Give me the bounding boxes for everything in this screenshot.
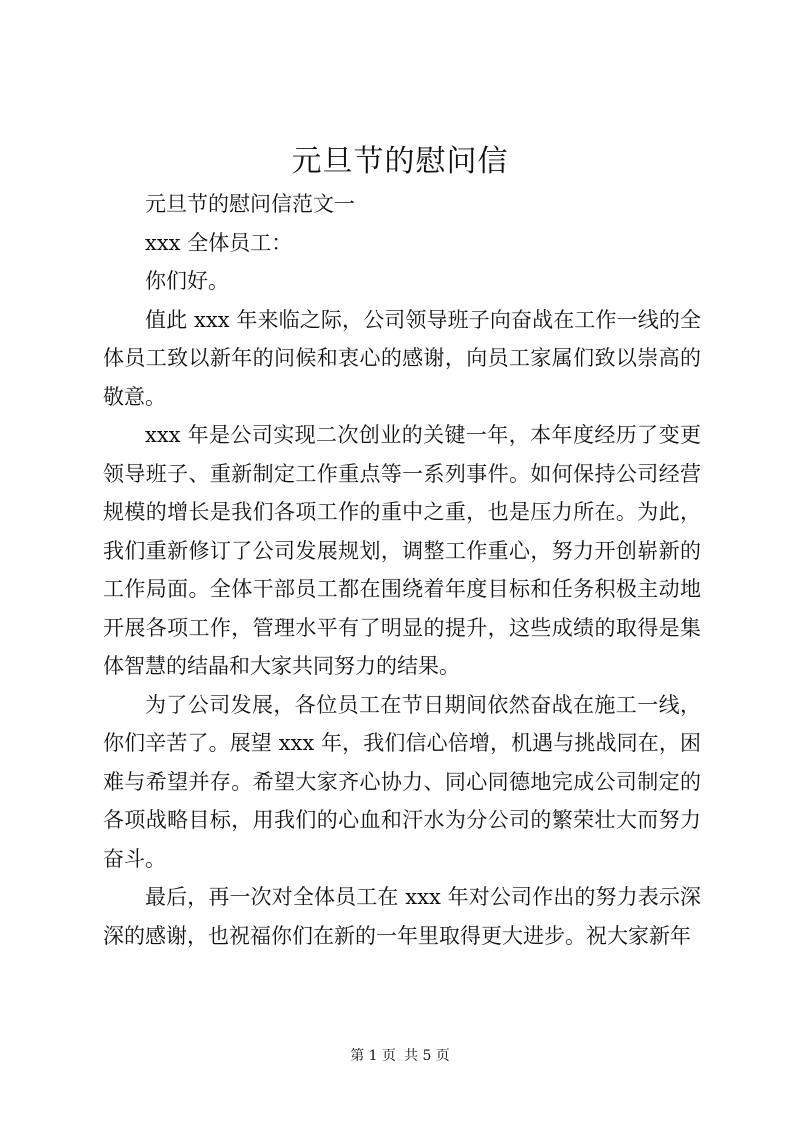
paragraph: 最后，再一次对全体员工在 xxx 年对公司作出的努力表示深深的感谢，也祝福你们在新的一年里取得更大进步。祝大家新年 [103, 885, 701, 948]
letter-body [103, 185, 701, 955]
page-total: 共 5 页 [404, 1048, 450, 1064]
page-footer [0, 1046, 800, 1066]
paragraph: 你们好。 [145, 269, 229, 293]
page-title: 元旦节的慰问信 [291, 144, 509, 179]
paragraph: 值此 xxx 年来临之际，公司领导班子向奋战在工作一线的全体员工致以新年的问候和衷心的感谢，向员工家属们致以崇高的敬意。 [103, 307, 701, 409]
paragraph: 元旦节的慰问信范文一 [145, 192, 355, 216]
page-number: 第 1 页 [350, 1048, 396, 1064]
paragraph: xxx 全体员工： [145, 230, 293, 255]
paragraph: xxx 年是公司实现二次创业的关键一年，本年度经历了变更领导班子、重新制定工作重点等一系列事件。如何保持公司经营规模的增长是我们各项工作的重中之重，也是压力所在。为此，我们重新修订了公司发展规划，调整工作重心，努力开创崭新的工作局面。全体干部员工都在围绕着年度目标和任务积极主动地开展各项工作，管理水平有了明显的提升，这些成绩的取得是集体智慧的结晶和大家共同努力的结果。 [103, 423, 701, 678]
paragraph: 为了公司发展，各位员工在节日期间依然奋战在施工一线，你们辛苦了。展望 xxx 年，我们信心倍增，机遇与挑战同在，困难与希望并存。希望大家齐心协力、同心同德地完成公司制定的各项战略目标，用我们的心血和汗水为分公司的繁荣壮大而努力奋斗。 [103, 692, 701, 871]
